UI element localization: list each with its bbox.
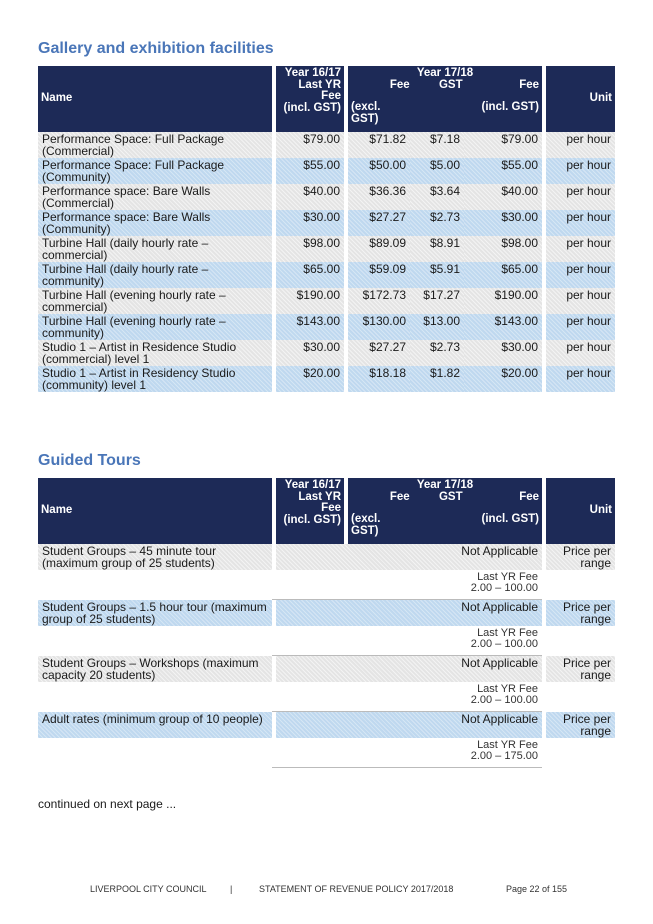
blank-cell xyxy=(542,626,615,656)
row-name: Performance Space: Full Package (Community) xyxy=(38,158,272,184)
last-yr-fee-value: 2.00 – 175.00 xyxy=(470,750,539,762)
header-unit: Unit xyxy=(542,66,615,132)
row-fee-incl: $190.00 xyxy=(464,288,542,314)
row-name: Adult rates (minimum group of 10 people) xyxy=(38,712,272,738)
row-fee-excl: $18.18 xyxy=(344,366,410,392)
table-header-row xyxy=(38,478,615,544)
row-fee-excl: $27.27 xyxy=(344,210,410,236)
row-name: Studio 1 – Artist in Residency Studio (community) level 1 xyxy=(38,366,272,392)
header-current-year-period: Year 17/18 xyxy=(416,479,474,491)
header-last-year-period: Year 16/17 xyxy=(284,67,341,79)
last-yr-fee-value: 2.00 – 100.00 xyxy=(470,582,539,594)
header-fee-incl: (incl. GST) xyxy=(481,513,540,525)
gallery-section-title: Gallery and exhibition facilities xyxy=(38,40,274,57)
table-row xyxy=(38,184,615,210)
row-status: Not Applicable xyxy=(272,712,542,738)
row-fee-incl: $98.00 xyxy=(464,236,542,262)
row-unit: per hour xyxy=(542,236,615,262)
row-last-fee: $20.00 xyxy=(272,366,344,392)
table-row xyxy=(38,262,615,288)
header-fee-excl: (excl. GST) xyxy=(351,101,381,125)
table-row xyxy=(38,544,615,570)
row-fee-excl: $59.09 xyxy=(344,262,410,288)
blank-cell xyxy=(38,738,272,768)
blank-cell xyxy=(38,682,272,712)
header-last-year-period: Year 16/17 xyxy=(284,479,341,491)
footer-divider: | xyxy=(230,884,233,894)
blank-cell xyxy=(38,570,272,600)
row-gst: $17.27 xyxy=(410,288,464,314)
header-fee-incl: (incl. GST) xyxy=(481,101,540,113)
last-yr-fee-label: Last YR Fee xyxy=(477,739,539,751)
table-row xyxy=(38,712,615,738)
row-gst: $1.82 xyxy=(410,366,464,392)
footer-doc-title: STATEMENT OF REVENUE POLICY 2017/2018 xyxy=(259,884,454,894)
table-row xyxy=(38,210,615,236)
table-row-last-fee xyxy=(38,738,615,768)
row-fee-excl: $27.27 xyxy=(344,340,410,366)
row-unit: per hour xyxy=(542,132,615,158)
row-unit: per hour xyxy=(542,158,615,184)
row-name: Turbine Hall (evening hourly rate – commercial) xyxy=(38,288,272,314)
row-gst: $2.73 xyxy=(410,210,464,236)
last-yr-fee-range xyxy=(272,626,542,656)
row-fee-excl: $130.00 xyxy=(344,314,410,340)
row-last-fee: $55.00 xyxy=(272,158,344,184)
blank-cell xyxy=(542,738,615,768)
table-row xyxy=(38,340,615,366)
row-last-fee: $98.00 xyxy=(272,236,344,262)
header-name: Name xyxy=(38,478,272,544)
row-fee-excl: $71.82 xyxy=(344,132,410,158)
row-fee-incl: $30.00 xyxy=(464,340,542,366)
row-name: Student Groups – 1.5 hour tour (maximum group of 25 students) xyxy=(38,600,272,626)
row-gst: $2.73 xyxy=(410,340,464,366)
row-fee-incl: $143.00 xyxy=(464,314,542,340)
row-name: Performance Space: Full Package (Commercial) xyxy=(38,132,272,158)
row-fee-excl: $89.09 xyxy=(344,236,410,262)
row-name: Turbine Hall (evening hourly rate – community) xyxy=(38,314,272,340)
row-last-fee: $79.00 xyxy=(272,132,344,158)
row-name: Studio 1 – Artist in Residence Studio (commercial) level 1 xyxy=(38,340,272,366)
header-last-yr: Last YR xyxy=(298,78,341,91)
last-yr-fee-range xyxy=(272,738,542,768)
header-gst: GST xyxy=(438,78,463,91)
row-last-fee: $190.00 xyxy=(272,288,344,314)
header-fee: Fee xyxy=(389,490,410,503)
header-last-year xyxy=(272,478,344,544)
row-unit: Price per range xyxy=(542,544,615,570)
row-name: Turbine Hall (daily hourly rate – commercial) xyxy=(38,236,272,262)
table-row xyxy=(38,236,615,262)
header-fee-incl-label: Fee xyxy=(519,78,540,91)
last-yr-fee-value: 2.00 – 100.00 xyxy=(470,638,539,650)
row-unit: Price per range xyxy=(542,600,615,626)
row-status: Not Applicable xyxy=(272,544,542,570)
header-current-year xyxy=(344,478,542,544)
row-gst: $5.91 xyxy=(410,262,464,288)
header-gst: GST xyxy=(438,490,463,503)
table-row-last-fee xyxy=(38,626,615,656)
table-row xyxy=(38,288,615,314)
row-unit: per hour xyxy=(542,288,615,314)
row-unit: per hour xyxy=(542,366,615,392)
table-row xyxy=(38,600,615,626)
row-fee-excl: $50.00 xyxy=(344,158,410,184)
last-yr-fee-label: Last YR Fee xyxy=(477,683,539,695)
blank-cell xyxy=(542,570,615,600)
last-yr-fee-label: Last YR Fee xyxy=(477,571,539,583)
last-yr-fee-value: 2.00 – 100.00 xyxy=(470,694,539,706)
last-yr-fee-range xyxy=(272,682,542,712)
table-row xyxy=(38,656,615,682)
row-name: Student Groups – 45 minute tour (maximum group of 25 students) xyxy=(38,544,272,570)
row-last-fee: $30.00 xyxy=(272,340,344,366)
row-last-fee: $65.00 xyxy=(272,262,344,288)
tours-section-title: Guided Tours xyxy=(38,452,141,469)
footer-page-number: Page 22 of 155 xyxy=(506,884,568,894)
row-unit: per hour xyxy=(542,210,615,236)
table-header-row xyxy=(38,66,615,132)
tours-fees-table xyxy=(38,478,615,768)
header-last-year xyxy=(272,66,344,132)
row-last-fee: $40.00 xyxy=(272,184,344,210)
row-last-fee: $143.00 xyxy=(272,314,344,340)
row-unit: per hour xyxy=(542,184,615,210)
row-name: Turbine Hall (daily hourly rate – community) xyxy=(38,262,272,288)
row-fee-incl: $55.00 xyxy=(464,158,542,184)
table-row xyxy=(38,366,615,392)
table-row xyxy=(38,314,615,340)
footer-org: LIVERPOOL CITY COUNCIL xyxy=(90,884,207,894)
row-unit: per hour xyxy=(542,340,615,366)
row-name: Performance space: Bare Walls (Community) xyxy=(38,210,272,236)
header-fee-excl: (excl. GST) xyxy=(351,513,381,537)
row-gst: $8.91 xyxy=(410,236,464,262)
row-unit: Price per range xyxy=(542,656,615,682)
row-fee-excl: $172.73 xyxy=(344,288,410,314)
row-gst: $3.64 xyxy=(410,184,464,210)
continued-note: continued on next page ... xyxy=(38,797,177,811)
row-unit: per hour xyxy=(542,262,615,288)
row-fee-incl: $30.00 xyxy=(464,210,542,236)
header-last-fee: Fee xyxy=(321,90,341,102)
gallery-fees-table xyxy=(38,66,615,392)
header-name: Name xyxy=(38,66,272,132)
row-last-fee: $30.00 xyxy=(272,210,344,236)
header-last-incl: (incl. GST) xyxy=(283,101,341,114)
table-row xyxy=(38,158,615,184)
last-yr-fee-range xyxy=(272,570,542,600)
blank-cell xyxy=(542,682,615,712)
row-fee-incl: $40.00 xyxy=(464,184,542,210)
table-row-last-fee xyxy=(38,682,615,712)
row-status: Not Applicable xyxy=(272,656,542,682)
row-fee-incl: $20.00 xyxy=(464,366,542,392)
row-unit: per hour xyxy=(542,314,615,340)
row-gst: $5.00 xyxy=(410,158,464,184)
table-row-last-fee xyxy=(38,570,615,600)
header-current-year xyxy=(344,66,542,132)
row-name: Student Groups – Workshops (maximum capacity 20 students) xyxy=(38,656,272,682)
header-last-incl: (incl. GST) xyxy=(283,513,341,526)
row-fee-incl: $79.00 xyxy=(464,132,542,158)
row-unit: Price per range xyxy=(542,712,615,738)
row-name: Performance space: Bare Walls (Commercial) xyxy=(38,184,272,210)
row-fee-excl: $36.36 xyxy=(344,184,410,210)
header-fee: Fee xyxy=(389,78,410,91)
table-row xyxy=(38,132,615,158)
row-status: Not Applicable xyxy=(272,600,542,626)
header-current-year-period: Year 17/18 xyxy=(416,67,474,79)
header-last-yr: Last YR xyxy=(298,490,341,503)
row-gst: $7.18 xyxy=(410,132,464,158)
blank-cell xyxy=(38,626,272,656)
row-fee-incl: $65.00 xyxy=(464,262,542,288)
last-yr-fee-label: Last YR Fee xyxy=(477,627,539,639)
row-gst: $13.00 xyxy=(410,314,464,340)
header-fee-incl-label: Fee xyxy=(519,490,540,503)
header-last-fee: Fee xyxy=(321,502,341,514)
header-unit: Unit xyxy=(542,478,615,544)
